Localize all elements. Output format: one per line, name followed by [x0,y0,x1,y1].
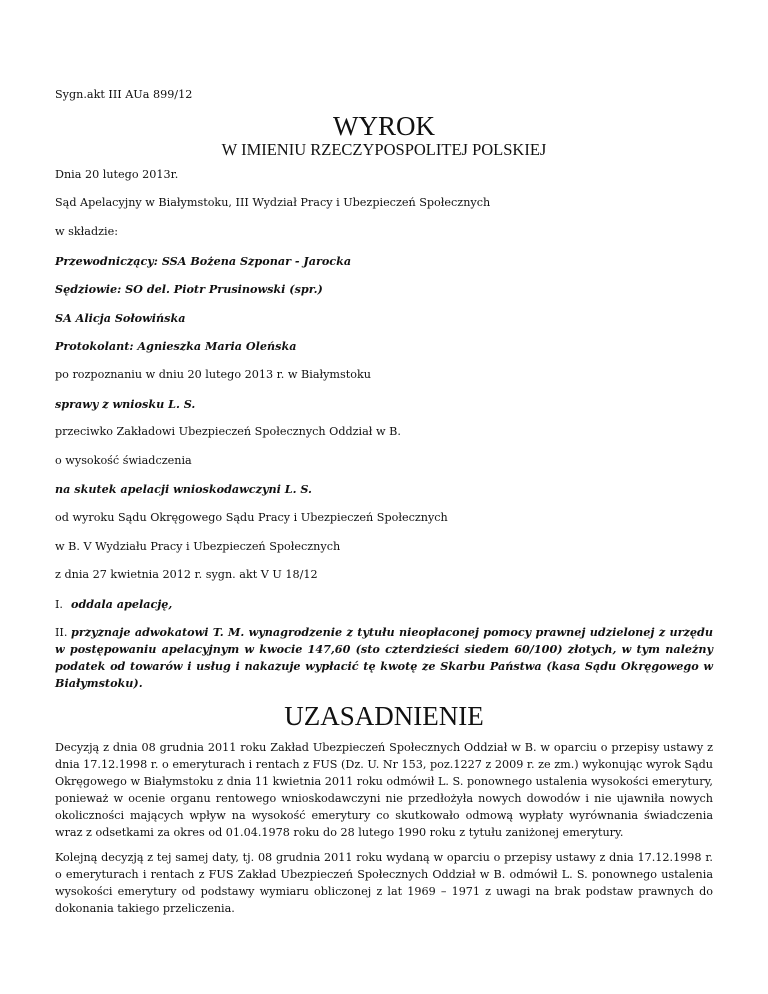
verdict-subtitle: W IMIENIU RZECZYPOSPOLITEJ POLSKIEJ [221,140,547,159]
verdict-point-2 [55,624,713,692]
point-text: oddala apelację, [71,597,173,611]
composition-label: w składzie: [55,225,118,238]
hearing-info: po rozpoznaniu w dniu 20 lutego 2013 r. w Białymstoku [55,368,371,381]
verdict-date: Dnia 20 lutego 2013r. [55,168,179,181]
case-signature: Sygn.akt III AUa 899/12 [55,88,193,101]
verdict-point-1 [55,596,172,613]
lower-court-judgment: od wyroku Sądu Okręgowego Sądu Pracy i Ubezpieczeń Społecznych [55,511,448,524]
judge-second: SA Alicja Sołowińska [55,311,186,325]
lower-court-date: z dnia 27 kwietnia 2012 r. sygn. akt V U 18/12 [55,568,318,581]
justification-title: UZASADNIENIE [284,701,484,731]
case-against: przeciwko Zakładowi Ubezpieczeń Społecznych Oddział w B. [55,425,401,438]
court-clerk: Protokolant: Agnieszka Maria Oleńska [55,339,297,353]
verdict-title: WYROK [333,111,435,141]
court-name: Sąd Apelacyjny w Białymstoku, III Wydział Pracy i Ubezpieczeń Społecznych [55,196,491,209]
presiding-judge: Przewodniczący: SSA Bożena Szponar - Jarocka [55,254,352,268]
point-number: II. [55,626,68,639]
justification-paragraph-2: Kolejną decyzją z tej samej daty, tj. 08 grudnia 2011 roku wydaną w oparciu o przepisy ustawy z dnia 17.12.1998 r. o emeryturach i rentach z FUS Zakład Ubezpieczeń Społecznych Oddział w B. odmówił L. S. ponownego ustalenia wysokości emerytury od podstawy wymiaru obliczonej z lat 1969 – 1971 z uwagi na brak podstaw prawnych do dokonania takiego przeliczenia. [55,851,713,915]
lower-court-department: w B. V Wydziału Pracy i Ubezpieczeń Społecznych [55,540,341,553]
point-text: przyznaje adwokatowi T. M. wynagrodzenie z tytułu nieopłaconej pomocy prawnej udzielonej z urzędu w postępowaniu apelacyjnym w kwocie 147,60 (sto czterdzieści siedem 60/100) złotych, w tym należny podatek od towarów i usług i nakazuje wypłacić tę kwotę ze Skarbu Państwa (kasa Sądu Okręgowego w Białymstoku). [55,625,713,690]
justification-paragraph-1: Decyzją z dnia 08 grudnia 2011 roku Zakład Ubezpieczeń Społecznych Oddział w B. w oparciu o przepisy ustawy z dnia 17.12.1998 r. o emeryturach i rentach z FUS (Dz. U. Nr 153, poz.1227 z 2009 r. ze zm.) wykonując wyrok Sądu Okręgowego w Białymstoku z dnia 11 kwietnia 2011 roku odmówił L. S. ponownego ustalenia wysokości emerytury, ponieważ w ocenie organu rentowego wnioskodawczyni nie przedłożyła nowych dowodów i nie ujawniła nowych okoliczności mających wpływ na wysokość emerytury co skutkowało odmową wypłaty wyrównania świadczenia wraz z odsetkami za okres od 01.04.1978 roku do 28 lutego 1990 roku z tytułu zaniżonej emerytury. [55,741,713,839]
appeal-info: na skutek apelacji wnioskodawczyni L. S. [55,482,312,496]
point-number: I. [55,598,63,611]
judges: Sędziowie: SO del. Piotr Prusinowski (spr.) [55,282,323,296]
case-applicant: sprawy z wniosku L. S. [55,397,196,411]
case-subject: o wysokość świadczenia [55,454,192,467]
